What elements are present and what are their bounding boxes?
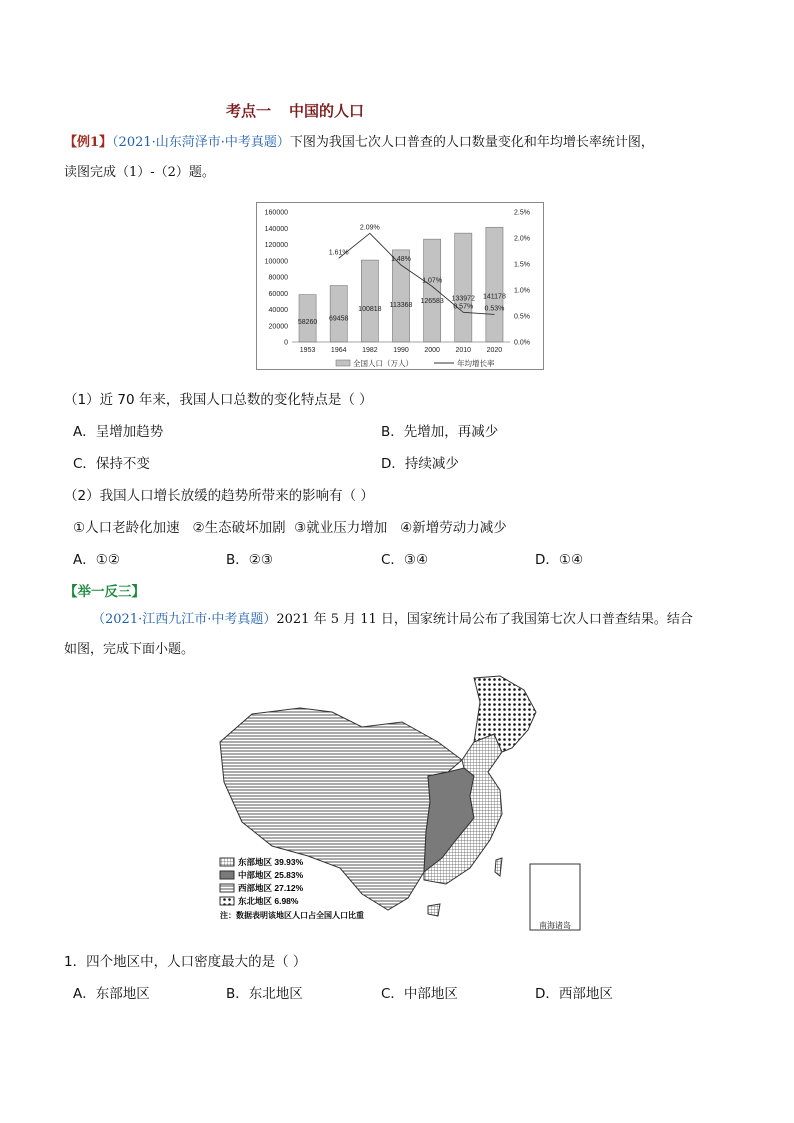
bar-value-label: 126583 — [420, 297, 444, 305]
y-right-tick-label: 0.5% — [514, 313, 530, 321]
practice-text2: 如图，完成下面小题。 — [64, 642, 195, 657]
x-tick-label: 1982 — [362, 347, 378, 354]
map-island-hainan — [428, 904, 440, 916]
legend-swatch-central — [220, 871, 234, 879]
growth-rate-label: 1.48% — [391, 256, 411, 264]
q1-option-b[interactable]: B．先增加，再减少 — [381, 424, 499, 440]
legend-swatch-west — [220, 884, 234, 892]
legend-west: 西部地区 27.12% — [238, 883, 304, 893]
example1-tag: 【例1】 — [64, 135, 113, 150]
x-tick-label: 2000 — [424, 347, 440, 354]
section-title-a: 考点一 — [226, 102, 272, 120]
practice-stem — [92, 610, 752, 630]
map-island-taiwan — [495, 858, 502, 876]
example1-stem — [64, 133, 744, 153]
growth-rate-label: 2.09% — [359, 224, 380, 232]
y-left-tick-label: 60000 — [268, 290, 288, 298]
bar-value-label: 133972 — [451, 295, 475, 303]
q3-option-c[interactable]: C．中部地区 — [381, 986, 458, 1002]
x-tick-label: 1964 — [330, 347, 347, 354]
x-tick-label: 2020 — [486, 347, 503, 354]
practice-tag: 【举一反三】 — [64, 584, 145, 600]
q1-option-c[interactable]: C．保持不变 — [73, 456, 150, 472]
bar-value-label: 113368 — [389, 301, 413, 309]
x-tick-label: 2010 — [455, 347, 472, 354]
q2-option-a[interactable]: A．①② — [73, 552, 120, 568]
growth-rate-label: 1.61% — [328, 249, 349, 257]
growth-rate-label: 0.53% — [484, 305, 505, 313]
y-right-tick-label: 2.0% — [514, 235, 530, 243]
y-left-tick-label: 40000 — [268, 307, 288, 314]
example1-text1: 下图为我国七次人口普查的人口数量变化和年均增长率统计图， — [289, 135, 654, 150]
x-tick-label: 1953 — [299, 347, 316, 354]
y-left-tick-label: 100000 — [264, 258, 288, 266]
y-left-tick-label: 120000 — [264, 242, 288, 249]
y-left-tick-label: 140000 — [264, 225, 288, 233]
map-note: 注：数据表明该地区人口占全国人口比重 — [220, 911, 364, 920]
x-tick-label: 1990 — [393, 347, 409, 354]
y-right-tick-label: 1.5% — [514, 261, 530, 269]
bar-value-label: 100818 — [358, 305, 382, 313]
bar-value-label: 141178 — [483, 293, 506, 301]
y-left-tick-label: 0 — [284, 339, 288, 347]
legend-northeast: 东北地区 6.98% — [238, 896, 299, 906]
y-left-tick-label: 160000 — [264, 209, 288, 217]
population-chart — [256, 202, 544, 370]
q3-option-b[interactable]: B．东北地区 — [226, 986, 303, 1002]
q2-stem: （2）我国人口增长放缓的趋势所带来的影响有（ ） — [64, 488, 374, 504]
q2-option-c[interactable]: C．③④ — [381, 552, 429, 568]
population-bar — [361, 260, 378, 342]
q2-option-b[interactable]: B．②③ — [226, 552, 273, 568]
growth-rate-label: 1.07% — [422, 277, 443, 285]
population-bar — [392, 250, 409, 342]
section-title-b: 中国的人口 — [289, 102, 365, 120]
growth-rate-label: 0.57% — [453, 303, 474, 311]
q2-items: ①人口老龄化加速 ②生态破坏加剧 ③就业压力增加 ④新增劳动力减少 — [73, 520, 507, 536]
bar-value-label: 69458 — [328, 315, 349, 323]
q1-option-a[interactable]: A．呈增加趋势 — [73, 424, 164, 440]
legend-swatch-east — [220, 858, 234, 866]
q3-stem: 1．四个地区中，人口密度最大的是（ ） — [64, 954, 307, 970]
y-left-tick-label: 80000 — [268, 274, 288, 282]
y-left-tick-label: 20000 — [268, 323, 288, 331]
practice-text1: 2021 年 5 月 11 日，国家统计局公布了我国第七次人口普查结果。结合 — [276, 612, 693, 627]
population-bar — [455, 233, 472, 342]
bar-value-label: 58260 — [297, 319, 318, 327]
section-title — [226, 100, 364, 121]
example1-source: （2021·山东菏泽市·中考真题） — [112, 135, 290, 150]
legend-line-label: 年均增长率 — [457, 359, 495, 368]
q3-option-a[interactable]: A．东部地区 — [73, 986, 150, 1002]
population-bar — [330, 286, 347, 342]
population-bar — [424, 239, 441, 342]
practice-source: （2021·江西九江市·中考真题） — [92, 612, 277, 627]
population-bar — [486, 227, 503, 342]
q1-stem: （1）近 70 年来，我国人口总数的变化特点是（ ） — [64, 392, 373, 408]
legend-bar-label: 全国人口（万人） — [353, 359, 413, 368]
example1-text2: 读图完成（1）-（2）题。 — [64, 165, 215, 180]
y-right-tick-label: 1.0% — [514, 287, 530, 295]
y-right-tick-label: 0.0% — [514, 339, 530, 347]
y-right-tick-label: 2.5% — [514, 209, 530, 217]
legend-central: 中部地区 25.83% — [238, 870, 304, 880]
q3-option-d[interactable]: D．西部地区 — [535, 986, 613, 1002]
china-population-map — [212, 672, 588, 934]
legend-east: 东部地区 39.93% — [238, 857, 304, 867]
map-inset-label: 南海诸岛 — [539, 921, 571, 930]
q2-option-d[interactable]: D．①④ — [535, 552, 584, 568]
q1-option-d[interactable]: D．持续减少 — [381, 456, 459, 472]
legend-swatch-northeast — [220, 897, 234, 905]
legend-bar-swatch — [336, 360, 350, 366]
